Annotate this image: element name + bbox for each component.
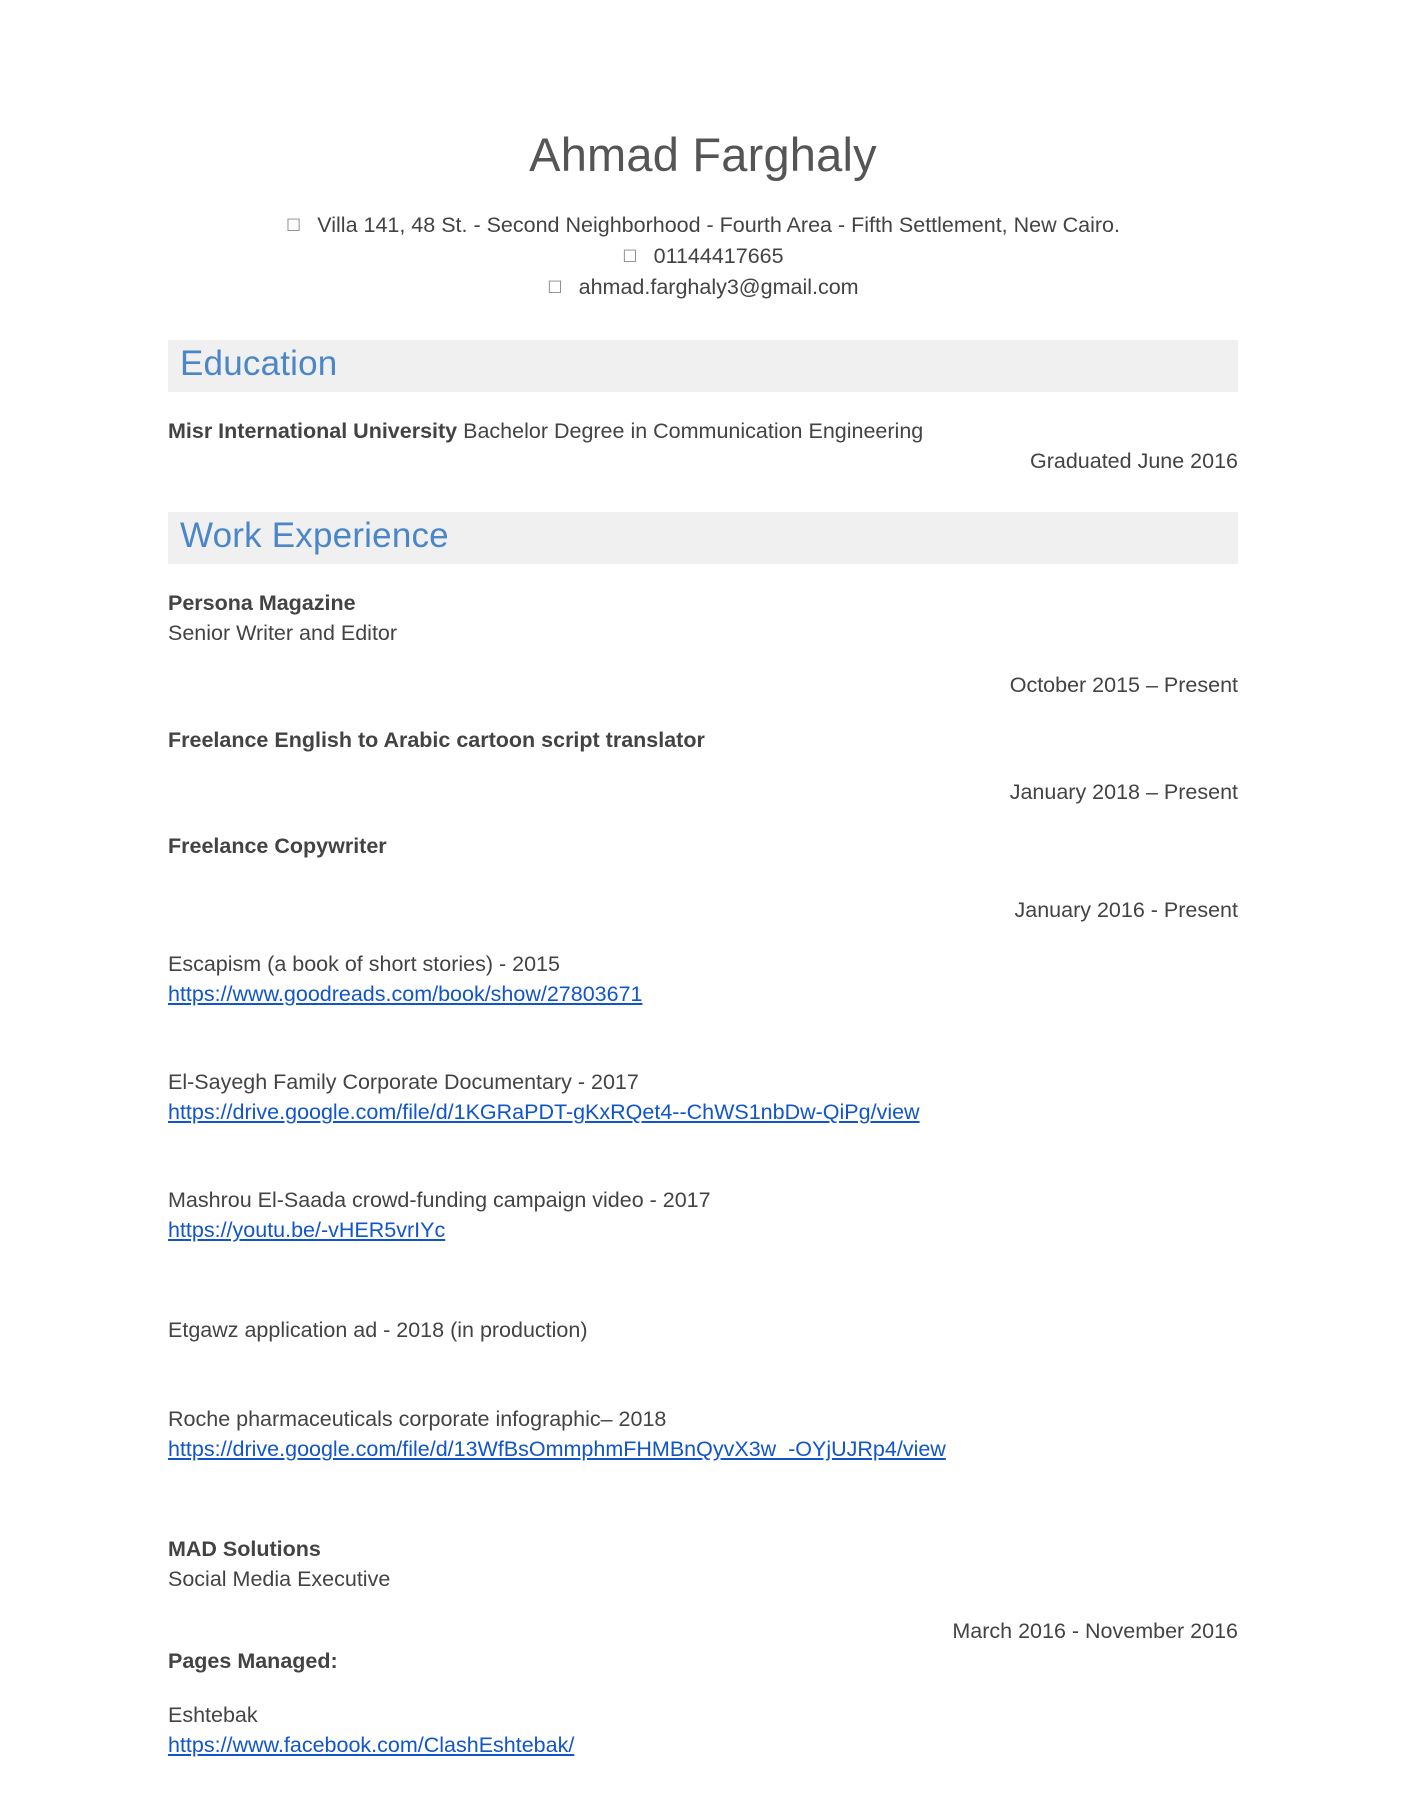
- portfolio-item-title: Roche pharmaceuticals corporate infographic– 2018: [168, 1406, 667, 1431]
- location-pin-icon: ☐: [286, 216, 302, 237]
- contact-email-text: ahmad.farghaly3@gmail.com: [578, 275, 859, 300]
- phone-icon: ☐: [622, 247, 638, 268]
- page-title: Ahmad Farghaly: [529, 128, 877, 181]
- education-date: Graduated June 2016: [1030, 448, 1238, 473]
- spacer: [168, 1346, 1238, 1380]
- managed-page-link[interactable]: https://www.facebook.com/ClashEshtebak/: [168, 1733, 575, 1758]
- section-header-work-experience: [168, 512, 1238, 564]
- education-institution-line: [168, 416, 1238, 446]
- section-title-education: Education: [180, 343, 338, 383]
- portfolio-item-title: El-Sayegh Family Corporate Documentary - 2017: [168, 1070, 639, 1095]
- portfolio-item-link[interactable]: https://www.goodreads.com/book/show/27803671: [168, 982, 643, 1006]
- pages-managed-label: Pages Managed:: [168, 1649, 338, 1674]
- education-institution: Misr International University: [168, 418, 458, 443]
- portfolio-item-title: Etgawz application ad - 2018 (in production): [168, 1318, 588, 1343]
- resume-content: [168, 0, 1238, 1760]
- portfolio-item-link[interactable]: https://drive.google.com/file/d/13WfBsOmmphmFHMBnQyvX3w_-OYjUJRp4/view: [168, 1436, 946, 1461]
- spacer: [168, 1464, 1238, 1510]
- portfolio-item: [168, 1404, 1238, 1464]
- portfolio-item: [168, 949, 1238, 1009]
- spacer: [168, 1245, 1238, 1291]
- spacer: [168, 1009, 1238, 1043]
- work-entry-freelance-translator: [168, 725, 1238, 807]
- work-company: MAD Solutions: [168, 1536, 321, 1561]
- spacer: [168, 861, 1238, 895]
- portfolio-item-link[interactable]: https://drive.google.com/file/d/1KGRaPDT-gKxRQet4--ChWS1nbDw-QiPg/view: [168, 1100, 920, 1125]
- section-header-education: [168, 340, 1238, 392]
- contact-phone-text: 01144417665: [653, 244, 784, 269]
- education-entry: [168, 416, 1238, 476]
- work-role: Senior Writer and Editor: [168, 621, 398, 646]
- spacer: [168, 1127, 1238, 1161]
- work-company: Persona Magazine: [168, 591, 356, 616]
- contact-address-text: Villa 141, 48 St. - Second Neighborhood - Fourth Area - Fifth Settlement, New Cairo.: [317, 213, 1120, 238]
- managed-page-name: Eshtebak: [168, 1703, 258, 1728]
- portfolio-item: [168, 1315, 1238, 1345]
- work-date: March 2016 - November 2016: [952, 1618, 1238, 1643]
- portfolio-item: [168, 1185, 1238, 1245]
- section-title-work-experience: Work Experience: [180, 516, 449, 555]
- envelope-icon: ☐: [547, 278, 563, 299]
- spacer: [168, 755, 1238, 777]
- spacer: [168, 648, 1238, 670]
- spacer: [168, 1594, 1238, 1616]
- work-date: October 2015 – Present: [1009, 673, 1238, 698]
- work-company: Freelance Copywriter: [168, 833, 387, 858]
- contact-email-line: [168, 272, 1238, 303]
- work-entry-mad-solutions: [168, 1534, 1238, 1676]
- managed-page-item: [168, 1700, 1238, 1760]
- work-role: Social Media Executive: [168, 1566, 391, 1591]
- work-date: January 2018 – Present: [1009, 779, 1238, 804]
- work-entry-persona-magazine: [168, 588, 1238, 700]
- work-company: Freelance English to Arabic cartoon script translator: [168, 727, 705, 752]
- portfolio-item-link[interactable]: https://youtu.be/-vHER5vrIYc: [168, 1218, 446, 1243]
- contact-phone-line: [168, 241, 1238, 272]
- contact-address-line: [168, 210, 1238, 241]
- portfolio-item-title: Mashrou El-Saada crowd-funding campaign video - 2017: [168, 1188, 711, 1213]
- portfolio-item: [168, 1067, 1238, 1127]
- education-degree: Bachelor Degree in Communication Engineering: [463, 418, 924, 443]
- work-entry-freelance-copywriter: [168, 831, 1238, 925]
- work-date: January 2016 - Present: [1014, 897, 1238, 922]
- portfolio-item-title: Escapism (a book of short stories) - 2015: [168, 951, 560, 976]
